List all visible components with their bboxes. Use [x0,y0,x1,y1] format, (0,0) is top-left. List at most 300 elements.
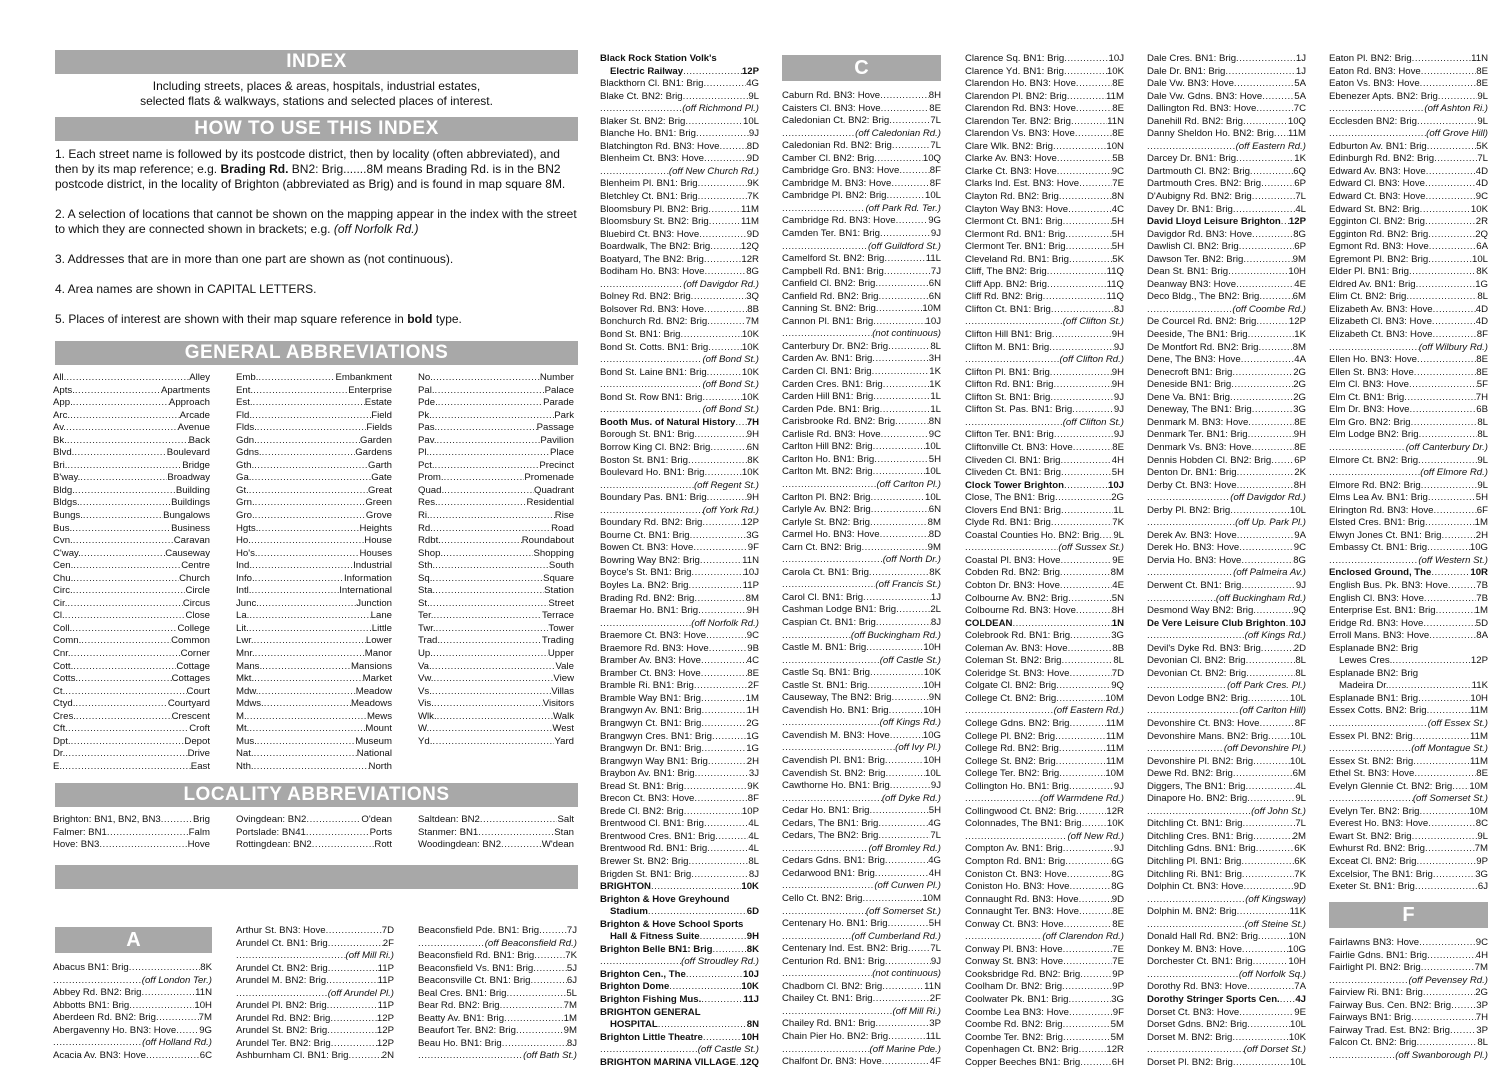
abbr-term: Cl. [53,610,65,622]
abbr-term: Comn. [53,635,82,647]
index-reference: (off Kingsway) [1245,893,1306,905]
abbr-meaning: Business [171,522,210,534]
map-reference: 11Q [1106,266,1124,278]
index-reference-row [1147,894,1306,907]
abbr-term: Cnr. [53,648,71,660]
leader-dots [1049,342,1114,355]
abbr-row [236,447,392,460]
locality-abbr-col-1 [53,814,210,852]
leader-dots [1071,116,1107,129]
index-entry-name: Camelford St. BN2: Brig [782,253,885,265]
index-entry-name: Brighton Dome [600,981,670,993]
index-entry-row [965,379,1124,392]
abbr-meaning: Walk [553,710,574,722]
index-entry-row [1147,429,1306,442]
leader-dots [704,304,747,317]
map-reference: 8H [1293,479,1306,491]
leader-dots [1432,329,1476,342]
abbr-meaning: East [190,760,210,772]
leader-dots [1248,329,1295,342]
leader-dots [1065,856,1111,869]
index-entry-name: Beaconsfield Pde. BN1: Brig [418,925,540,936]
index-entry-name: Caledonian Ct. BN2: Brig [782,115,890,127]
index-entry-row [1147,530,1306,543]
index-entry-name: Canfield Cl. BN2: Brig [782,278,876,290]
abbr-meaning: Yard [554,735,574,747]
index-entry-name: Carlton Ho. BN1: Brig [782,453,875,465]
map-reference: 5H [1111,467,1124,479]
map-reference: 7L [1477,153,1488,165]
map-reference: 10H [1470,692,1488,704]
index-reference-row [1329,103,1488,116]
leader-dots [432,686,551,699]
leader-dots [701,994,743,1007]
index-reference: (off Coombe Rd.) [1232,303,1306,315]
leader-dots [683,91,749,104]
index-entry-row [600,141,759,154]
leader-dots [1056,693,1105,706]
leader-dots [1056,680,1111,693]
index-entry-row [782,466,941,479]
map-reference: 10J [1108,53,1124,64]
abbr-meaning: Upper [547,648,574,660]
leader-dots [1253,831,1293,844]
abbr-row [236,523,392,536]
abbr-term: Pal. [418,384,435,396]
leader-dots [1245,781,1295,794]
index-entry-row [1147,1057,1306,1069]
index-entry-name: Egginton Cl. BN2: Brig [1329,216,1425,228]
index-reference: (off Arundel Pl.) [327,987,394,999]
leader-dots [1062,981,1112,994]
index-entry-row [1147,818,1306,831]
leader-dots [698,178,748,191]
index-entry-name: Clermont Ct. BN1: Brig [965,216,1063,228]
abbr-meaning: Ports [369,826,392,838]
leader-dots [1065,229,1112,242]
map-reference: 11N [1107,115,1124,127]
map-reference: 5K [1112,253,1124,265]
index-entry-name: Beaconsville Ct. BN1: Brig [418,975,531,987]
map-reference: 11M [741,216,759,228]
index-place-row [600,1007,759,1020]
index-entry-name: Cello Ct. BN2: Brig [782,893,863,904]
map-reference: 7E [1112,956,1124,968]
map-reference: 10L [1289,755,1306,767]
index-entry-name: Clarendon Rd. BN3: Hove [965,103,1076,115]
index-entry-name: Elizabeth Ct. BN3: Hove [1329,329,1433,341]
leader-dots [251,472,371,485]
locality-abbr-col-2 [236,814,392,852]
index-entry-row [965,630,1124,643]
leader-dots [1246,668,1295,681]
map-reference: 8L [1477,416,1488,428]
index-reference: (off Steine St.) [1244,918,1306,930]
abbr-meaning: National [356,748,392,760]
index-entry-name: Clayton Rd. BN2: Brig [965,191,1059,203]
leader-dots [249,485,368,498]
abbr-term: Woodingdean: BN2 [418,839,502,851]
index-entry-row [418,1038,577,1051]
locality-abbr-col-3 [418,814,574,852]
abbr-row [418,635,574,648]
index-entry-name: Arundel Rd. BN2: Brig [236,1012,331,1024]
abbr-term: Junc. [236,597,259,609]
index-entry-name: Compton Rd. BN1: Brig [965,856,1066,867]
leader-dots [873,316,925,329]
abbr-term: Gth. [236,459,255,471]
index-entry-name: Fairways BN1: Brig [1329,1012,1412,1024]
map-reference: 10H [194,999,212,1011]
map-reference: 11M [1106,90,1124,102]
index-entry-row [1329,216,1488,229]
leader-dots [328,938,383,951]
leader-dots [253,385,348,398]
leader-dots [895,416,929,429]
leader-dots [1414,768,1476,781]
leader-dots [896,215,929,228]
map-reference: 10G [922,729,941,741]
map-reference: 6M [1292,291,1306,303]
index-entry-row [965,404,1124,417]
abbr-term: Saltdean: BN2 [418,814,480,825]
map-reference: 8E [1476,65,1488,77]
index-entry-row [418,925,577,938]
index-entry-row [965,279,1124,292]
abbr-term: Grn. [236,497,255,509]
index-entry-name: Caspian Ct. BN1: Brig [782,616,876,628]
map-reference: 10L [924,491,941,503]
map-reference: 9J [930,780,941,792]
index-entry-name: Carlton Hill BN2: Brig [782,441,873,453]
leader-dots [1147,969,1239,982]
map-reference: 9L [1477,479,1488,491]
index-entry-row [1329,455,1488,468]
index-reference: (off Richmond Pl.) [682,103,759,115]
leader-dots [1252,229,1293,242]
abbr-row [236,814,392,827]
leader-dots [75,385,161,398]
map-reference: 2F [747,680,759,692]
index-entry-row [1329,279,1488,292]
index-reference: (off Holland Rd.) [142,1037,212,1049]
leader-dots [1231,379,1293,392]
leader-dots [1055,492,1111,505]
index-reference-row [236,950,394,963]
index-entry-name: Carlton Mt. BN2: Brig [782,466,873,478]
leader-dots [867,680,923,693]
map-reference: 3G [746,529,759,541]
index-entry-name: Braybon Av. BN1: Brig [600,768,695,780]
map-reference: 6D [746,906,759,918]
leader-dots [883,379,929,392]
leader-dots [1241,856,1294,869]
abbr-meaning: South [548,560,574,572]
index-entry-row [1147,1032,1306,1045]
index-entry-row [1147,718,1306,731]
map-reference: 9N [928,692,941,704]
index-entry-row [965,455,1124,468]
index-entry-name: Coombe Rd. BN2: Brig [965,1019,1063,1031]
index-entry-row [965,103,1124,116]
index-entry-row [1147,91,1306,104]
map-reference: 9C [1475,937,1488,948]
abbr-term: Brighton: BN1, BN2, BN3 [53,814,161,825]
leader-dots [875,278,928,291]
index-entry-row [965,53,1124,66]
leader-dots [782,931,851,944]
leader-dots [249,723,365,736]
abbr-term: Fld. [236,409,252,421]
index-entry-name: Cambridge Gro. BN3: Hove [782,165,900,177]
abbr-row [53,748,210,761]
index-entry-row [965,505,1124,518]
leader-dots [1258,342,1292,355]
index-entry-name: Cedar Ho. BN1: Brig [782,805,870,817]
index-entry-name: Ellen Ho. BN3: Hove [1329,354,1417,366]
index-entry-name: Clock Tower Brighton [965,479,1064,491]
leader-dots [701,693,746,706]
abbr-meaning: Buildings [171,497,210,509]
map-reference: 11M [1470,705,1488,717]
leader-dots [1053,141,1106,154]
howto-heading: HOW TO USE THIS INDEX [55,117,578,141]
map-reference: 12P [741,517,759,529]
index-entry-name: Elmore Rd. BN2: Brig [1329,479,1421,491]
map-reference: 10K [1288,1031,1306,1043]
abbr-term: Ind. [236,560,253,572]
abbr-row [236,761,392,774]
index-entry-name: Cliveden Ct. BN1: Brig [965,467,1061,479]
index-entry-name: Cavendish St. BN2: Brig [782,767,886,779]
index-entry-row [1147,53,1306,66]
leader-dots [1247,793,1295,806]
leader-dots [870,517,928,530]
index-entry-name: Carol Cl. BN1: Brig [782,591,864,603]
leader-dots [885,855,928,868]
index-reference: (off Park Cres. Pl.) [1227,680,1306,692]
map-reference: 8N [928,416,941,428]
leader-dots [600,379,702,392]
leader-dots [691,291,747,304]
abbr-row [236,839,392,852]
map-reference: 10M [1105,768,1124,780]
index-entry-name: Clifton Rd. BN1: Brig [965,379,1054,391]
index-entry-name: Fairview Ri. BN1: Brig [1329,987,1423,999]
index-reference: (off York Rd.) [702,504,759,516]
map-reference: 8E [1112,78,1124,90]
abbr-term: Bus. [53,522,73,534]
map-reference: 5J [566,962,577,974]
index-reference: (off Bromley Rd.) [868,842,941,854]
index-entry-row [600,818,759,831]
map-reference: 10L [1289,1019,1306,1031]
map-reference: 10G [1469,542,1488,554]
map-reference: 1N [1111,617,1124,629]
map-reference: 8N [746,1019,759,1031]
abbr-row [418,548,574,561]
index-entry-row [1147,191,1306,204]
index-reference: (off Clarendon Rd.) [1042,931,1124,943]
map-reference: 9J [930,228,941,240]
map-reference: 8C [1475,818,1488,830]
index-entry-name: Cliff, The BN2: Brig [965,266,1047,278]
index-reference-row [965,354,1124,367]
index-reference-row [782,328,941,341]
map-reference: 7K [1294,868,1306,880]
map-reference: 4J [1295,994,1306,1006]
index-entry-name: Boyles La. BN2: Brig [600,579,689,591]
leader-dots [1147,593,1216,606]
map-reference: 9J [1113,429,1124,441]
map-reference: 4G [928,855,941,867]
index-column-f [1329,937,1488,1062]
leader-dots [600,505,703,518]
leader-dots [782,906,866,919]
index-reference: (off Cumberland Rd.) [851,930,941,942]
index-reference: (off Eastern Rd.) [1235,140,1306,152]
index-entry-name: Dorset Pl. BN2: Brig [1147,1056,1233,1068]
index-entry-name: Donald Hall Rd. BN2: Brig [1147,931,1258,943]
index-reference-row [965,931,1124,944]
leader-dots [880,529,929,542]
leader-dots [1434,505,1477,518]
index-entry-name: Coastal Pl. BN3: Hove [965,554,1061,566]
index-entry-row [1147,329,1306,342]
map-reference: 9H [746,605,759,617]
map-reference: 5H [1475,492,1488,504]
index-entry-name: Cambridge Rd. BN3: Hove [782,215,896,227]
index-entry-name: Ewhurst Rd. BN2: Brig [1329,843,1425,855]
index-entry-name: Dale Vw. BN3: Hove [1147,78,1234,90]
map-reference: 2D [1293,642,1306,654]
leader-dots [874,153,923,166]
leader-dots [435,385,545,398]
map-reference: 9C [1475,191,1488,203]
leader-dots [873,993,930,1006]
abbr-term: Stanmer: BN1 [418,826,479,838]
index-entry-row [965,843,1124,856]
index-entry-row [600,266,759,279]
abbr-meaning: Number [539,372,574,383]
index-entry-name: Dorset M. BN2: Brig [1147,1031,1233,1043]
map-reference: 1J [1295,65,1306,77]
abbr-term: Cott. [53,660,74,672]
abbr-meaning: Rise [554,510,574,522]
leader-dots [1060,580,1112,593]
index-reference-row [782,479,941,492]
leader-dots [444,485,534,498]
index-entry-name: Copenhagen Ct. BN2: Brig [965,1044,1079,1056]
index-reference: (not continuous) [872,968,941,980]
index-entry-row [965,141,1124,154]
map-reference: 5H [1111,241,1124,253]
index-entry-name: Dinapore Ho. BN2: Brig [1147,793,1248,805]
abbr-term: Ho's. [236,547,258,559]
map-reference: 6K [1294,856,1306,867]
index-entry-name: Hall & Fitness Suite [610,931,700,943]
abbr-meaning: Meadow [355,685,392,697]
leader-dots [708,342,742,355]
index-entry-row [1329,153,1488,166]
index-entry-name: Boundary Pas. BN1: Brig [600,492,707,504]
index-entry-name: Elm Lodge BN2: Brig [1329,429,1419,441]
leader-dots [1410,404,1477,417]
index-entry-name: Bowen Ct. BN3: Hove [600,542,694,554]
abbr-row [418,497,574,510]
leader-dots [1404,392,1476,405]
abbr-term: Gro. [236,510,255,522]
map-reference: 2G [1293,366,1306,378]
leader-dots [433,673,553,686]
map-reference: 12Q [740,1056,759,1068]
index-entry-name: De Courcel Rd. BN2: Brig [1147,316,1257,328]
map-reference: 10H [923,642,941,654]
index-entry-row [782,1018,941,1031]
index-place-row [600,53,759,66]
index-entry-row [965,643,1124,656]
index-entry-name: Cliff App. BN2: Brig [965,278,1047,290]
index-entry-name: Coastal Counties Ho. BN2: Brig [965,529,1100,541]
leader-dots [1252,442,1295,455]
index-entry-row [965,818,1124,831]
index-entry-name: Brighton Fishing Mus. [600,994,702,1006]
letter-f-heading: F [1329,902,1488,928]
index-entry-row [782,190,941,203]
index-entry-row [782,291,941,304]
leader-dots [1429,241,1477,254]
leader-dots [66,372,189,385]
leader-dots [81,548,165,561]
index-entry-row [1329,705,1488,718]
abbr-meaning: Palace [544,384,574,396]
index-entry-row [600,580,759,593]
leader-dots [1236,153,1294,166]
index-entry-row [1147,843,1306,856]
abbr-meaning: Visitors [542,698,574,710]
index-entry-row [1329,806,1488,819]
index-entry-row [782,667,941,680]
abbr-term: Ent. [236,384,254,396]
leader-dots [327,1000,378,1013]
leader-dots [258,548,360,561]
leader-dots [433,372,540,385]
abbr-term: Trad. [418,635,441,647]
leader-dots [1066,241,1112,254]
leader-dots [1247,981,1294,994]
abbr-row [418,472,574,485]
map-reference: 1K [1294,153,1306,165]
leader-dots [1252,404,1293,417]
letter-a-heading: A [55,927,212,953]
index-entry-name: Colebrook Rd. BN1: Brig [965,630,1071,642]
index-entry-row [782,642,941,655]
abbr-term: Sth. [418,560,436,572]
map-reference: 8K [200,962,212,973]
map-reference: 10H [923,679,941,691]
leader-dots [432,661,556,674]
index-entry-row [1329,191,1488,204]
index-entry-row [1329,204,1488,217]
leader-dots [1064,480,1108,493]
index-entry-row [782,1031,941,1044]
index-entry-name: Fairlawns BN3: Hove [1329,937,1420,948]
leader-dots [691,567,743,580]
map-reference: 2H [1475,529,1488,541]
index-entry-row [782,830,941,843]
map-reference: 8H [928,90,941,101]
leader-dots [1256,103,1293,116]
